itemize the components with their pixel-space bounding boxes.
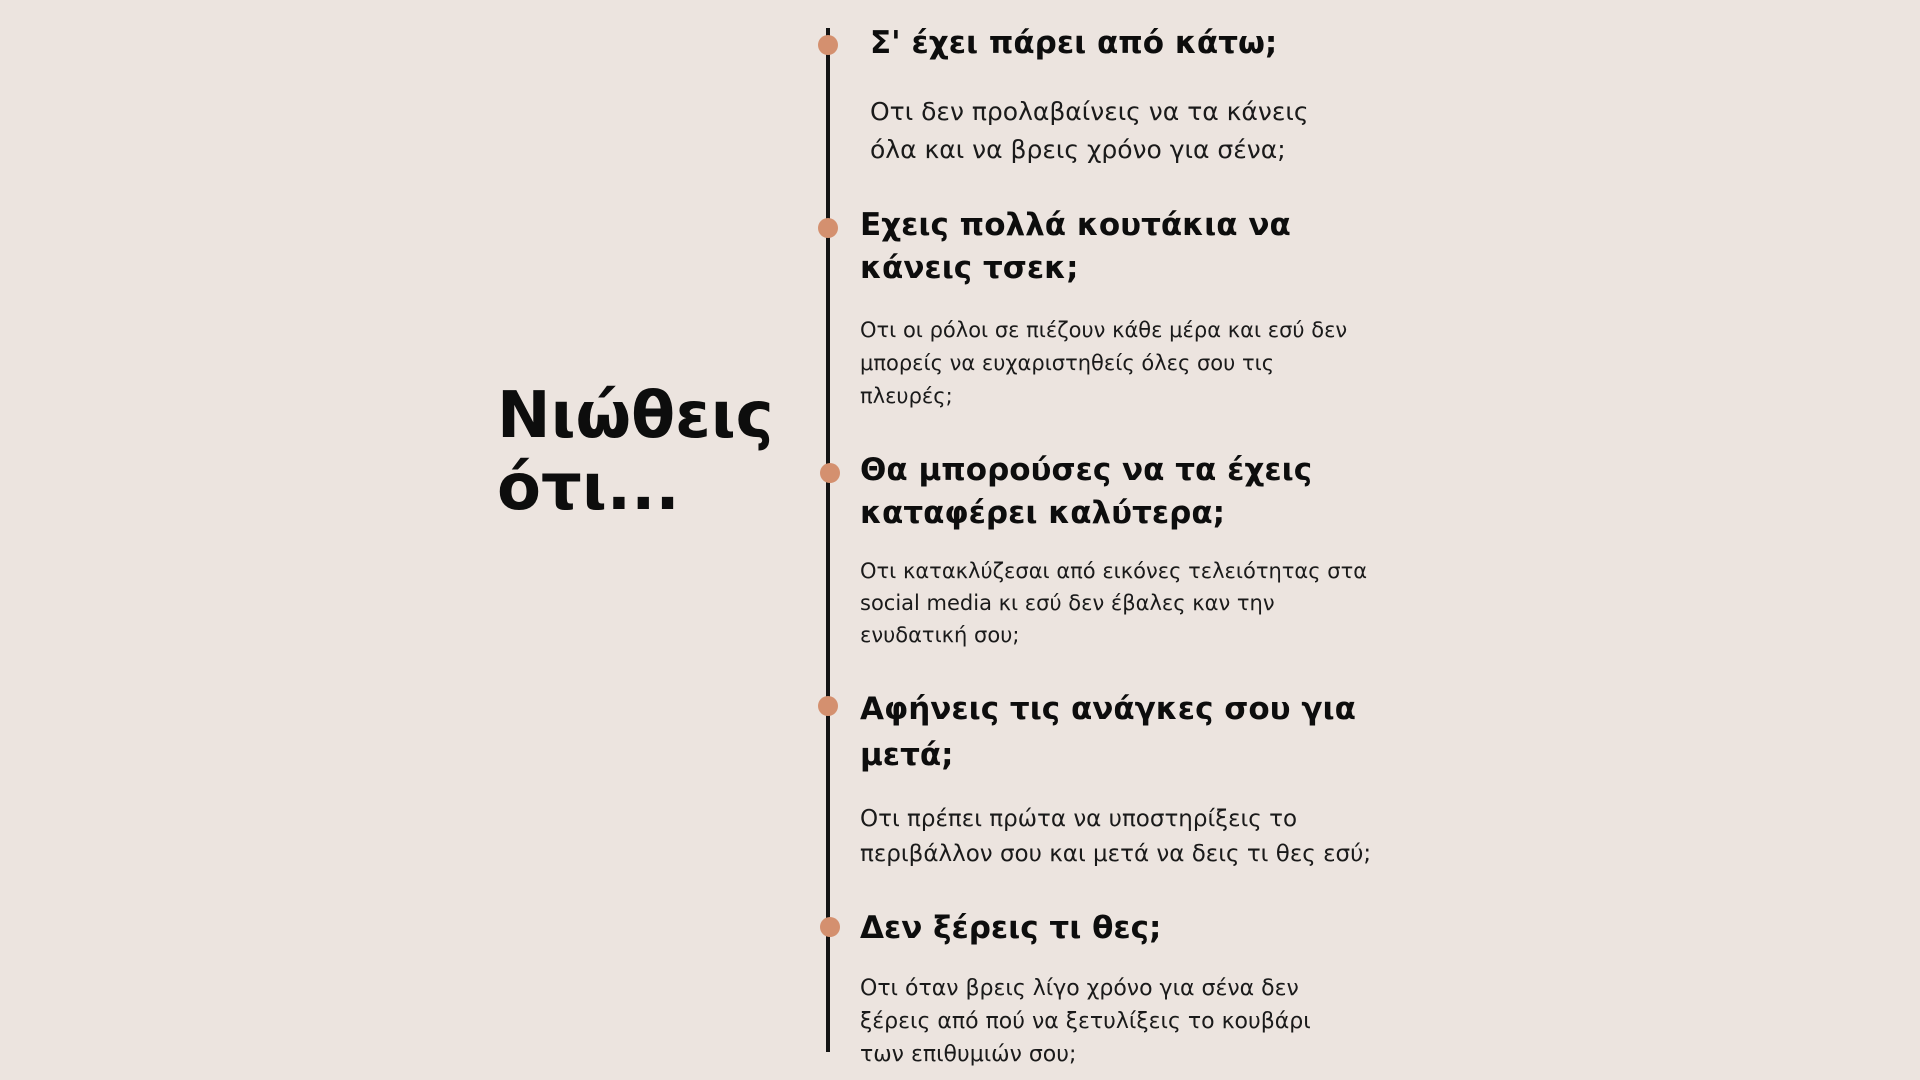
- timeline-line: [826, 28, 830, 1052]
- timeline-item-title: Εχεις πολλά κουτάκια να κάνεις τσεκ;: [860, 207, 1291, 286]
- timeline-item-text: Οτι δεν προλαβαίνεις να τα κάνεις όλα και να βρεις χρόνο για σένα;: [870, 97, 1309, 164]
- timeline-item-title: Αφήνεις τις ανάγκες σου για μετά;: [860, 691, 1356, 773]
- timeline-dot-3: [820, 463, 840, 483]
- timeline-item: [870, 22, 1390, 169]
- timeline-item-title: Θα μπορούσες να τα έχεις καταφέρει καλύτερα;: [860, 452, 1313, 531]
- timeline-dot-1: [818, 35, 838, 55]
- timeline-item-text: Οτι κατακλύζεσαι από εικόνες τελειότητας στα social media κι εσύ δεν έβαλες καν την ενυδατική σου;: [860, 559, 1368, 647]
- timeline-item: [860, 907, 1380, 1071]
- timeline-item: [860, 686, 1380, 872]
- timeline-item: [860, 204, 1380, 413]
- timeline-item-text: Οτι οι ρόλοι σε πιέζουν κάθε μέρα και εσύ δεν μπορείς να ευχαριστηθείς όλες σου τις πλευρές;: [860, 318, 1348, 408]
- slide-title: Νιώθεις ότι...: [497, 379, 774, 525]
- timeline-item-text: Οτι πρέπει πρώτα να υποστηρίξεις το περιβάλλον σου και μετά να δεις τι θες εσύ;: [860, 806, 1372, 867]
- timeline-item-title: Δεν ξέρεις τι θες;: [860, 910, 1162, 946]
- timeline-dot-4: [818, 696, 838, 716]
- timeline-item: [860, 449, 1380, 651]
- timeline-dot-2: [818, 218, 838, 238]
- timeline-dot-5: [820, 917, 840, 937]
- timeline-item-title: Σ' έχει πάρει από κάτω;: [870, 25, 1278, 61]
- timeline-item-text: Οτι όταν βρεις λίγο χρόνο για σένα δεν ξέρεις από πού να ξετυλίξεις το κουβάρι των επιθυμιών σου;: [860, 976, 1311, 1067]
